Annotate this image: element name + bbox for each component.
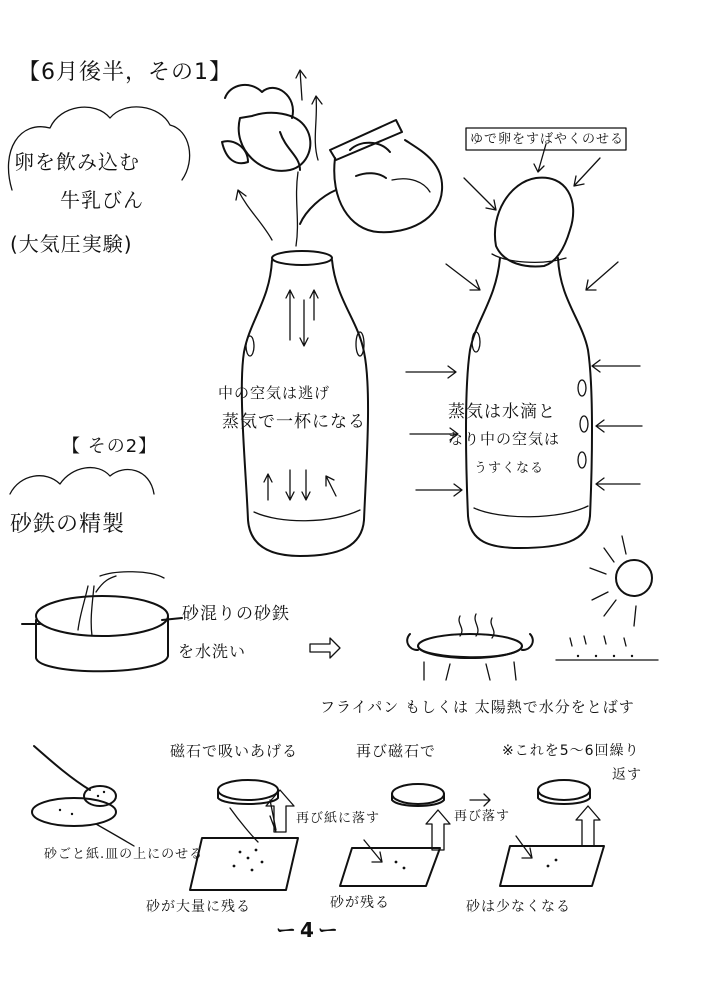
bottle2-caption-line1: 蒸気は水滴と bbox=[448, 402, 556, 422]
result-2: 砂が残る bbox=[330, 895, 390, 911]
arrow-right-icon bbox=[470, 794, 490, 806]
section1-heading: 【6月後半，その1】 bbox=[18, 60, 232, 85]
pot-icon bbox=[22, 572, 182, 672]
paper-label-1: 再び紙に落す bbox=[296, 811, 381, 826]
arrow-icon bbox=[364, 840, 382, 862]
kettle-icon bbox=[300, 120, 442, 232]
paper-sheet-icon bbox=[340, 848, 440, 886]
egg-icon bbox=[495, 178, 573, 267]
steam-arrow-2 bbox=[312, 96, 322, 160]
milk-bottle-icon bbox=[242, 251, 368, 556]
page-number: ー4ー bbox=[276, 918, 342, 942]
arrow-right-icon bbox=[310, 638, 340, 658]
arrow-icon bbox=[446, 264, 480, 290]
magnet-icon bbox=[218, 780, 278, 842]
arrow-icon bbox=[426, 810, 450, 850]
hand-icon bbox=[222, 85, 310, 171]
magnet-icon bbox=[392, 784, 444, 806]
steam-arrow-4 bbox=[296, 172, 298, 246]
paper-sheet-icon bbox=[190, 838, 298, 890]
arrow-icon bbox=[596, 478, 640, 490]
arrow-icon bbox=[416, 484, 462, 496]
bottle2-caption-line2: なり中の空気は bbox=[448, 430, 561, 448]
paper-label-2: 再び落す bbox=[454, 809, 511, 824]
arrow-icon bbox=[596, 420, 642, 432]
arrow-icon bbox=[592, 360, 640, 372]
steam-arrow-1 bbox=[296, 70, 306, 100]
step-magnet-2: 再び磁石で bbox=[356, 742, 437, 760]
spoon-icon bbox=[32, 746, 134, 846]
step-magnet-1: 磁石で吸いあげる bbox=[170, 742, 299, 760]
bottle1-caption-line2: 蒸気で一杯になる bbox=[222, 412, 366, 432]
section2-heading: 【 その2】 bbox=[62, 436, 158, 457]
arrow-icon bbox=[576, 806, 600, 846]
bottle2-caption-line3: うすくなる bbox=[474, 461, 545, 476]
arrow-icon bbox=[464, 178, 496, 210]
boxed-label: ゆで卵をすばやくのせる bbox=[470, 132, 625, 147]
arrow-icon bbox=[534, 144, 546, 172]
frying-pan-icon bbox=[407, 614, 533, 680]
spoon-label: 砂ごと紙.皿の上にのせる bbox=[44, 847, 204, 862]
wash-label-line1: 砂混りの砂鉄 bbox=[182, 604, 290, 624]
result-1: 砂が大量に残る bbox=[146, 899, 251, 915]
magnet-icon bbox=[538, 780, 590, 804]
section2-title: 砂鉄の精製 bbox=[10, 512, 126, 537]
sun-icon bbox=[590, 536, 652, 626]
experiment-title-line1: 卵を飲み込む bbox=[14, 150, 140, 174]
arrow-icon bbox=[574, 158, 600, 186]
cloud-bubble-1 bbox=[8, 107, 189, 190]
step-repeat-line2: 返す bbox=[612, 767, 642, 783]
experiment-subtitle: (大気圧実験) bbox=[10, 232, 133, 256]
sand-dots bbox=[59, 655, 633, 872]
arrow-icon bbox=[406, 366, 456, 378]
step-repeat-line1: ※これを5〜6回繰り bbox=[502, 743, 640, 759]
paper-sheet-icon bbox=[500, 846, 604, 886]
arrow-icon bbox=[586, 262, 618, 290]
bottle1-caption-line1: 中の空気は逃げ bbox=[218, 384, 331, 402]
experiment-title-line2: 牛乳びん bbox=[60, 188, 144, 212]
result-3: 砂は少なくなる bbox=[466, 899, 571, 915]
steam-arrow-3 bbox=[236, 190, 272, 240]
cloud-bubble-2 bbox=[10, 468, 154, 494]
wash-label-line2: を水洗い bbox=[178, 642, 247, 661]
dry-caption: フライパン もしくは 太陽熱で水分をとばす bbox=[320, 698, 635, 716]
